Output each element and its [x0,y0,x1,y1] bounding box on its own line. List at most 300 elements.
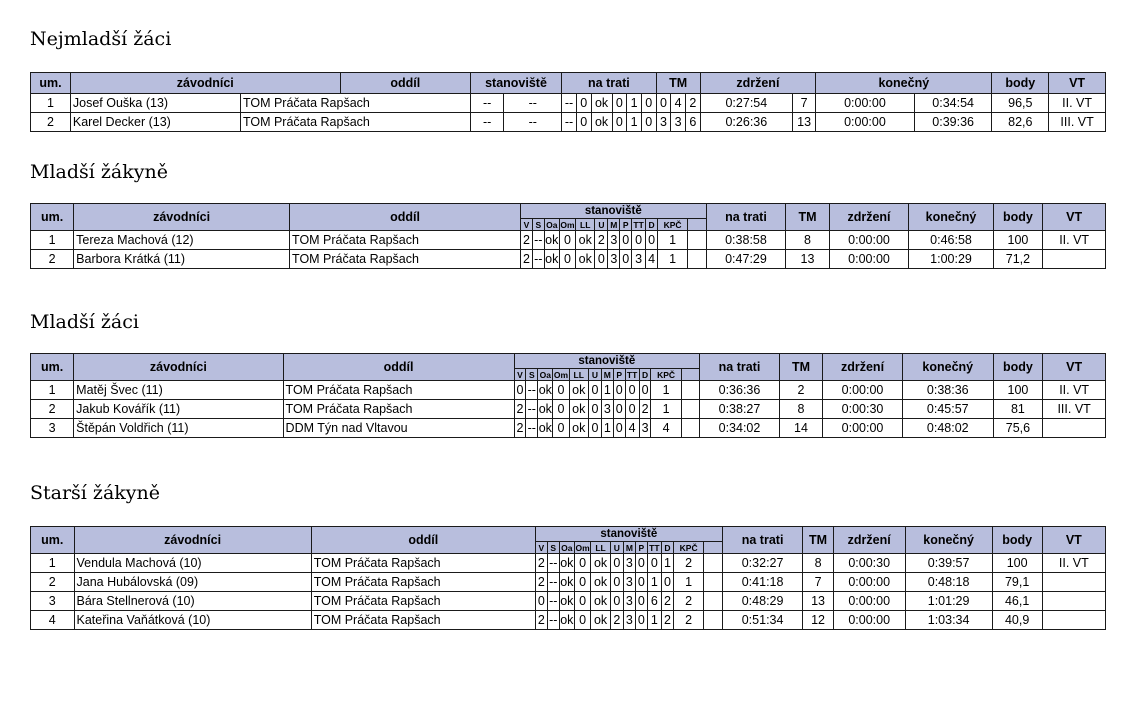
subheader-d: D [646,219,658,231]
vt-cell: II. VT [1043,381,1106,400]
header-zdrzeni: zdržení [700,73,815,94]
na-trati-cell: 0:38:58 [706,231,786,250]
subheader-om: Om [560,219,575,230]
value-cell: 0 [641,94,656,113]
rank-cell: 1 [31,381,74,400]
station-cell: 0 [559,231,575,250]
competitor-name: Jakub Kovářík (11) [74,400,283,419]
station-cell: 0 [588,419,601,438]
subheader-s: S [547,542,559,554]
station-cell: 0 [514,381,526,400]
section-title-mladsi-zakyne: Mladší žákyně [30,161,168,183]
station-cell: 0 [574,554,590,573]
zdrzeni-cell: 0:00:00 [823,381,903,400]
tm-cell: 7 [803,573,833,592]
station-cell: 0 [610,592,623,611]
club-name: TOM Práčata Rapšach [283,381,514,400]
tm-cell: 8 [786,231,829,250]
header-body: body [992,527,1042,554]
header-body: body [993,354,1043,381]
value-cell: 0 [576,113,591,132]
station-cell: ok [544,250,559,269]
station-cell: 3 [608,250,620,269]
zdrzeni-cell: 0:00:00 [816,113,915,132]
na-trati-cell: 0:27:54 [700,94,792,113]
table-row [31,113,1106,132]
station-cell: ok [591,611,611,630]
station-cell: 0 [625,381,639,400]
subheader-m: M [601,369,613,381]
station-cell: ok [538,381,553,400]
header-vt: VT [1049,73,1106,94]
value-cell: -- [470,94,504,113]
club-name: TOM Práčata Rapšach [290,231,521,250]
header-konecny: konečný [816,73,992,94]
header-stanoviste: stanoviště [535,527,722,542]
station-cell: 3 [623,592,635,611]
station-cell: ok [559,573,574,592]
vt-cell: III. VT [1043,400,1106,419]
subheader-oa: Oa [561,542,573,553]
station-cell: 6 [647,592,661,611]
body-cell: 100 [993,231,1043,250]
rank-cell: 1 [31,94,71,113]
value-cell: ok [591,94,612,113]
header-tm: TM [803,527,833,554]
station-blank [704,611,723,630]
station-cell: 2 [661,592,673,611]
station-cell: 0 [588,381,601,400]
station-cell: 2 [673,592,703,611]
header-tm: TM [656,73,700,94]
station-cell: 4 [646,250,658,269]
header-stanoviste: stanoviště [470,73,561,94]
station-cell: 0 [610,554,623,573]
subheader-v: V [521,219,533,231]
competitor-name: Štěpán Voldřich (11) [74,419,283,438]
value-cell: 6 [685,113,700,132]
header-stanoviste: stanoviště [521,204,707,219]
tm-cell: 12 [803,611,833,630]
subheader-u: U [610,542,623,554]
konecny-cell: 0:48:18 [905,573,992,592]
tm-cell: 13 [803,592,833,611]
club-name: TOM Práčata Rapšach [311,554,535,573]
station-cell: 1 [657,250,687,269]
club-name: TOM Práčata Rapšach [311,611,535,630]
header-na-trati: na trati [562,73,656,94]
zdrzeni-cell: 0:00:00 [816,94,915,113]
subheader-v: V [535,542,547,554]
station-cell: 1 [601,381,613,400]
tm-cell: 8 [803,554,833,573]
station-cell: 3 [623,573,635,592]
station-cell: 2 [673,554,703,573]
subheader-p: P [613,369,625,381]
club-name: TOM Práčata Rapšach [240,113,470,132]
subheader-oa: Oa [546,219,558,230]
station-cell: 0 [535,592,547,611]
station-cell: ok [576,231,595,250]
subheader-p: P [635,542,647,554]
subheader-m: M [608,219,620,231]
header-um: um. [31,527,75,554]
table-row [31,250,1106,269]
station-cell: 0 [610,573,623,592]
header-vt: VT [1042,527,1105,554]
vt-cell [1042,611,1105,630]
station-cell: 2 [535,554,547,573]
station-cell: 0 [574,573,590,592]
tm-cell: 2 [779,381,822,400]
value-cell: -- [504,113,562,132]
table-row [31,419,1106,438]
competitor-name: Kateřina Vaňátková (10) [74,611,311,630]
station-cell: 0 [613,400,625,419]
value-cell: 1 [627,94,642,113]
table-row [31,94,1106,113]
header-oddil: oddíl [340,73,470,94]
subheader-tt: TT [626,369,638,380]
station-cell: 2 [610,611,623,630]
rank-cell: 1 [31,554,75,573]
station-blank [704,554,723,573]
competitor-name: Barbora Krátká (11) [74,250,290,269]
vt-cell: II. VT [1043,231,1106,250]
station-blank [681,400,699,419]
value-cell: 4 [671,94,686,113]
station-cell: ok [559,611,574,630]
station-blank [704,573,723,592]
station-cell: -- [532,231,544,250]
club-name: TOM Práčata Rapšach [290,250,521,269]
results-table-mladsi-zaci [30,353,1106,438]
station-cell: 2 [535,573,547,592]
station-cell: 2 [521,250,533,269]
rank-cell: 2 [31,400,74,419]
table-row [31,573,1106,592]
header-konecny: konečný [905,527,992,554]
competitor-name: Josef Ouška (13) [70,94,240,113]
station-cell: 0 [635,592,647,611]
na-trati-cell: 0:34:02 [700,419,780,438]
value-cell: 0 [656,94,671,113]
na-trati-cell: 0:41:18 [722,573,803,592]
station-blank [681,381,699,400]
header-zavodnici: závodníci [74,204,290,231]
value-cell: 0 [641,113,656,132]
station-cell: 0 [559,250,575,269]
header-na-trati: na trati [722,527,803,554]
station-cell: 1 [661,554,673,573]
station-cell: 1 [647,573,661,592]
konecny-cell: 0:34:54 [914,94,992,113]
station-cell: 0 [625,400,639,419]
header-zdrzeni: zdržení [833,527,905,554]
value-cell: -- [562,113,577,132]
header-zavodnici: závodníci [74,354,283,381]
vt-cell [1042,592,1105,611]
results-table-mladsi-zakyne [30,203,1106,269]
table-row [31,592,1106,611]
subheader-ll: LL [576,219,595,231]
station-cell: ok [544,231,559,250]
station-cell: ok [559,554,574,573]
subheader-om: Om [553,369,569,380]
header-zavodnici: závodníci [70,73,340,94]
tm-cell: 8 [779,400,822,419]
subheader-tt: TT [633,219,644,230]
station-cell: 0 [661,573,673,592]
body-cell: 71,2 [993,250,1043,269]
station-cell: 3 [632,250,646,269]
station-cell: 0 [632,231,646,250]
body-cell: 100 [992,554,1042,573]
konecny-cell: 1:01:29 [905,592,992,611]
zdrzeni-cell: 0:00:00 [833,611,905,630]
header-zavodnici: závodníci [74,527,311,554]
station-cell: -- [526,381,538,400]
konecny-cell: 1:00:29 [909,250,993,269]
value-cell: 3 [671,113,686,132]
value-cell: -- [504,94,562,113]
rank-cell: 1 [31,231,74,250]
header-body: body [993,204,1043,231]
competitor-name: Bára Stellnerová (10) [74,592,311,611]
station-cell: ok [569,419,588,438]
na-trati-cell: 0:38:27 [700,400,780,419]
subheader-tt: TT [649,542,660,553]
station-cell: 3 [639,419,651,438]
subheader-ll: LL [569,369,588,381]
header-zdrzeni: zdržení [829,204,909,231]
value-cell: ok [591,113,612,132]
station-cell: 0 [588,400,601,419]
station-blank [681,419,699,438]
rank-cell: 2 [31,573,75,592]
zdrzeni-cell: 0:00:00 [829,231,909,250]
station-cell: -- [547,573,559,592]
station-cell: 1 [601,419,613,438]
vt-cell [1042,573,1105,592]
station-blank [704,592,723,611]
na-trati-cell: 0:51:34 [722,611,803,630]
table-row [31,231,1106,250]
header-um: um. [31,73,71,94]
header-stanoviste: stanoviště [514,354,700,369]
body-cell: 79,1 [992,573,1042,592]
station-cell: -- [532,250,544,269]
station-cell: ok [538,419,553,438]
station-cell: 1 [673,573,703,592]
subheader-p: P [620,219,632,231]
station-cell: ok [559,592,574,611]
station-cell: 0 [635,611,647,630]
na-trati-cell: 0:26:36 [700,113,792,132]
station-cell: 0 [635,573,647,592]
club-name: TOM Práčata Rapšach [240,94,470,113]
section-title-nejmladsi-zaci: Nejmladší žáci [30,28,172,50]
subheader-d: D [639,369,651,381]
vt-cell: II. VT [1042,554,1105,573]
value-cell: 0 [612,113,627,132]
rank-cell: 3 [31,592,75,611]
konecny-cell: 0:39:57 [905,554,992,573]
konecny-cell: 0:39:36 [914,113,992,132]
station-cell: -- [526,419,538,438]
rank-cell: 2 [31,250,74,269]
body-cell: 81 [993,400,1043,419]
konecny-cell: 0:46:58 [909,231,993,250]
station-cell: 2 [595,231,608,250]
station-cell: 4 [625,419,639,438]
value-cell: 0 [576,94,591,113]
station-cell: ok [591,573,611,592]
rank-cell: 2 [31,113,71,132]
station-cell: 2 [661,611,673,630]
club-name: DDM Týn nad Vltavou [283,419,514,438]
club-name: TOM Práčata Rapšach [311,573,535,592]
subheader-kpc: KPČ [657,219,687,231]
station-cell: 0 [553,419,569,438]
station-cell: 3 [623,611,635,630]
station-cell: 1 [647,611,661,630]
subheader-d: D [661,542,673,554]
header-na-trati: na trati [700,354,780,381]
station-cell: -- [526,400,538,419]
header-vt: VT [1043,204,1106,231]
subheader-blank [704,542,723,554]
station-cell: -- [547,554,559,573]
club-name: TOM Práčata Rapšach [283,400,514,419]
station-cell: 2 [535,611,547,630]
competitor-name: Tereza Machová (12) [74,231,290,250]
na-trati-cell: 0:36:36 [700,381,780,400]
station-cell: 0 [613,419,625,438]
rank-cell: 4 [31,611,75,630]
tm-cell: 13 [793,113,816,132]
header-oddil: oddíl [311,527,535,554]
subheader-u: U [588,369,601,381]
header-konecny: konečný [909,204,993,231]
value-cell: 2 [685,94,700,113]
vt-cell [1043,250,1106,269]
tm-cell: 13 [786,250,829,269]
value-cell: 1 [627,113,642,132]
results-table-starsi-zakyne [30,526,1106,630]
value-cell: -- [470,113,504,132]
station-cell: 1 [657,231,687,250]
station-cell: 0 [620,250,632,269]
station-cell: 0 [574,611,590,630]
station-cell: ok [569,400,588,419]
na-trati-cell: 0:47:29 [706,250,786,269]
vt-cell [1043,419,1106,438]
subheader-kpc: KPČ [673,542,703,554]
section-title-mladsi-zaci: Mladší žáci [30,311,139,333]
table-row [31,400,1106,419]
body-cell: 46,1 [992,592,1042,611]
results-table-nejmladsi-zaci [30,72,1106,132]
vt-cell: III. VT [1049,113,1106,132]
station-cell: 0 [553,400,569,419]
station-cell: 0 [553,381,569,400]
station-cell: 3 [601,400,613,419]
subheader-m: M [623,542,635,554]
header-vt: VT [1043,354,1106,381]
value-cell: -- [562,94,577,113]
na-trati-cell: 0:32:27 [722,554,803,573]
value-cell: 3 [656,113,671,132]
club-name: TOM Práčata Rapšach [311,592,535,611]
na-trati-cell: 0:48:29 [722,592,803,611]
subheader-kpc: KPČ [651,369,681,381]
subheader-om: Om [575,542,590,553]
body-cell: 75,6 [993,419,1043,438]
station-cell: ok [591,554,611,573]
zdrzeni-cell: 0:00:00 [833,573,905,592]
station-cell: 0 [646,231,658,250]
subheader-u: U [595,219,608,231]
header-um: um. [31,204,74,231]
header-na-trati: na trati [706,204,786,231]
tm-cell: 14 [779,419,822,438]
subheader-oa: Oa [539,369,551,380]
station-cell: 2 [521,231,533,250]
station-cell: 0 [647,554,661,573]
station-cell: -- [547,592,559,611]
table-row [31,611,1106,630]
body-cell: 82,6 [992,113,1049,132]
body-cell: 100 [993,381,1043,400]
header-oddil: oddíl [290,204,521,231]
subheader-v: V [514,369,526,381]
table-row [31,554,1106,573]
body-cell: 40,9 [992,611,1042,630]
station-cell: 0 [620,231,632,250]
station-cell: 1 [651,400,681,419]
tm-cell: 7 [793,94,816,113]
competitor-name: Matěj Švec (11) [74,381,283,400]
header-body: body [992,73,1049,94]
station-cell: 0 [635,554,647,573]
header-tm: TM [786,204,829,231]
table-row [31,381,1106,400]
header-konecny: konečný [902,354,993,381]
station-cell: 2 [514,419,526,438]
competitor-name: Vendula Machová (10) [74,554,311,573]
header-um: um. [31,354,74,381]
zdrzeni-cell: 0:00:00 [829,250,909,269]
competitor-name: Karel Decker (13) [70,113,240,132]
station-cell: 0 [613,381,625,400]
station-cell: 0 [595,250,608,269]
station-cell: 2 [514,400,526,419]
header-oddil: oddíl [283,354,514,381]
konecny-cell: 0:48:02 [902,419,993,438]
header-tm: TM [779,354,822,381]
section-title-starsi-zakyne: Starší žákyně [30,482,160,504]
zdrzeni-cell: 0:00:00 [833,592,905,611]
station-cell: ok [576,250,595,269]
konecny-cell: 0:38:36 [902,381,993,400]
station-cell: -- [547,611,559,630]
zdrzeni-cell: 0:00:30 [823,400,903,419]
konecny-cell: 0:45:57 [902,400,993,419]
station-cell: ok [538,400,553,419]
station-blank [688,231,706,250]
station-cell: 4 [651,419,681,438]
